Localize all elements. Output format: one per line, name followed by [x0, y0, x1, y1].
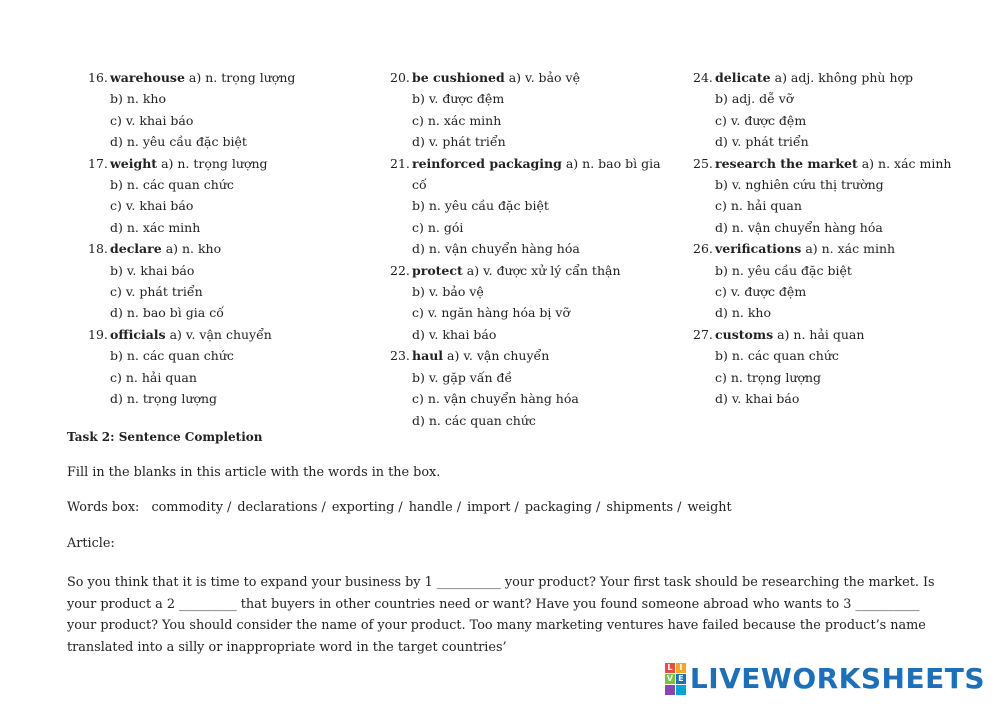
logo-tile: I [676, 663, 686, 673]
question-stem [715, 238, 983, 259]
answer-option[interactable]: c) v. khai báo [110, 112, 194, 128]
question-stem [412, 260, 670, 281]
question-column-3 [693, 67, 983, 410]
word-box-item: exporting / [331, 500, 403, 515]
question-number: 27. [693, 326, 713, 342]
answer-option[interactable]: a) v. được xử lý cẩn thận [466, 262, 621, 278]
question-number: 24. [693, 70, 713, 85]
question-keyword: research the market [715, 155, 858, 171]
answer-option[interactable]: b) adj. dễ vỡ [715, 91, 794, 107]
answer-option[interactable]: d) n. vận chuyển hàng hóa [715, 219, 883, 235]
answer-option[interactable]: d) n. bao bì gia cố [110, 305, 224, 321]
words-box-label: Words box: [67, 500, 140, 515]
answer-option[interactable]: a) adj. không phù hợp [774, 70, 914, 85]
question-keyword: be cushioned [412, 70, 505, 85]
answer-option[interactable]: c) v. được đệm [715, 284, 807, 300]
word-box-item: import / [467, 500, 519, 515]
question-number: 18. [88, 241, 108, 257]
question-item [88, 324, 368, 345]
question-keyword: haul [412, 348, 444, 364]
answer-option[interactable]: a) v. vận chuyển [169, 326, 272, 342]
question-stem [110, 153, 368, 174]
word-box-item: packaging / [524, 500, 601, 515]
answer-option[interactable]: a) n. xác minh [861, 155, 952, 171]
question-item [390, 153, 670, 196]
question-number: 25. [693, 155, 713, 171]
words-box [67, 500, 947, 515]
answer-option[interactable]: b) n. các quan chức [110, 348, 234, 364]
question-number: 16. [88, 70, 108, 85]
liveworksheets-logo[interactable] [665, 662, 985, 695]
answer-option[interactable]: b) v. được đệm [412, 91, 505, 107]
answer-option[interactable]: a) n. bao bì gia cố [412, 155, 661, 193]
answer-option[interactable]: c) v. phát triển [110, 284, 203, 300]
question-stem [715, 324, 983, 345]
words-list [151, 500, 737, 515]
question-keyword: warehouse [110, 70, 185, 85]
answer-option[interactable]: c) n. hải quan [715, 198, 802, 214]
task2-instruction: Fill in the blanks in this article with the words in the box. [67, 465, 441, 480]
logo-tile: L [665, 663, 675, 673]
logo-tile: E [676, 674, 686, 684]
question-item [390, 67, 670, 88]
question-stem [110, 67, 368, 88]
question-number: 21. [390, 155, 410, 171]
logo-tile: V [666, 673, 673, 683]
answer-option[interactable]: c) v. khai báo [110, 198, 194, 214]
question-item [88, 238, 368, 259]
question-item [88, 153, 368, 174]
question-keyword: verifications [715, 241, 802, 257]
liveworksheets-logo-icon [665, 663, 686, 695]
answer-option[interactable]: d) v. phát triển [715, 134, 809, 150]
question-column-1 [88, 67, 368, 410]
question-number: 19. [88, 326, 108, 342]
logo-tile [676, 685, 686, 695]
answer-option[interactable]: c) n. gói [412, 219, 464, 235]
question-item [693, 67, 983, 88]
question-keyword: protect [412, 262, 463, 278]
logo-tile [665, 685, 675, 695]
answer-option[interactable]: a) v. vận chuyển [447, 348, 550, 364]
question-number: 26. [693, 241, 713, 257]
answer-option[interactable]: a) v. bảo vệ [508, 70, 580, 85]
question-column-2 [390, 67, 670, 431]
article-text: So you think that it is time to expand your business by 1 __________ your product? Your first task should be researching the market. Is your product a 2 _________ that buyers in other countries need or want? Have you found someone abroad who wants to 3 __________ your product? You should consider the name of your product. Too many marketing ventures have failed because the product’s name translated into a silly or inappropriate word in the target countries’ [67, 575, 935, 655]
question-item [390, 345, 670, 366]
liveworksheets-logo-text: LIVEWORKSHEETS [689, 662, 985, 695]
answer-option[interactable]: c) n. vận chuyển hàng hóa [412, 391, 579, 407]
answer-option[interactable]: b) n. yêu cầu đặc biệt [715, 262, 852, 278]
answer-option[interactable]: a) n. xác minh [805, 241, 896, 257]
question-keyword: weight [110, 155, 158, 171]
answer-option[interactable]: d) n. kho [715, 305, 771, 321]
answer-option[interactable]: b) n. các quan chức [110, 177, 234, 193]
answer-option[interactable]: c) n. trọng lượng [715, 369, 822, 385]
question-stem [715, 153, 983, 174]
answer-option[interactable]: b) v. bảo vệ [412, 284, 484, 300]
question-number: 22. [390, 262, 410, 278]
question-item [693, 324, 983, 345]
question-keyword: reinforced packaging [412, 155, 562, 171]
answer-option[interactable]: b) n. các quan chức [715, 348, 839, 364]
question-item [693, 238, 983, 259]
answer-option[interactable]: b) v. khai báo [110, 262, 195, 278]
answer-option[interactable]: a) n. kho [165, 241, 222, 257]
question-keyword: officials [110, 326, 166, 342]
question-item [693, 153, 983, 174]
question-stem [715, 67, 983, 88]
answer-option[interactable]: d) v. khai báo [412, 326, 497, 342]
question-stem [412, 153, 670, 196]
word-box-item: shipments / [606, 500, 682, 515]
word-box-item: handle / [408, 500, 462, 515]
question-keyword: customs [715, 326, 774, 342]
answer-option[interactable]: b) v. gặp vấn đề [412, 369, 513, 385]
answer-option[interactable]: a) n. trọng lượng [161, 155, 268, 171]
answer-option[interactable]: d) n. xác minh [110, 219, 201, 235]
question-keyword: delicate [715, 70, 771, 85]
answer-option[interactable]: d) v. phát triển [412, 134, 506, 150]
answer-option[interactable]: b) v. nghiên cứu thị trường [715, 177, 884, 193]
question-number: 17. [88, 155, 108, 171]
question-number: 20. [390, 70, 410, 85]
question-item [390, 260, 670, 281]
answer-option[interactable]: d) n. vận chuyển hàng hóa [412, 241, 580, 257]
answer-option[interactable]: a) n. trọng lượng [188, 70, 296, 85]
question-keyword: declare [110, 241, 162, 257]
word-box-item: commodity / [151, 500, 232, 515]
question-stem [110, 238, 368, 259]
question-number: 23. [390, 348, 410, 364]
answer-option[interactable]: d) n. các quan chức [412, 412, 536, 428]
question-stem [110, 324, 368, 345]
question-stem [412, 345, 670, 366]
answer-option[interactable]: c) v. ngăn hàng hóa bị vỡ [412, 305, 570, 321]
answer-option[interactable]: b) n. kho [110, 91, 166, 107]
answer-option[interactable]: c) n. xác minh [412, 112, 502, 128]
answer-option[interactable]: b) n. yêu cầu đặc biệt [412, 198, 549, 214]
question-item [88, 67, 368, 88]
answer-option[interactable]: d) v. khai báo [715, 391, 800, 407]
task2-title: Task 2: Sentence Completion [67, 430, 263, 444]
answer-option[interactable]: c) v. được đệm [715, 112, 807, 128]
answer-option[interactable]: a) n. hải quan [777, 326, 865, 342]
article-label: Article: [67, 536, 115, 551]
word-box-item: declarations / [237, 500, 326, 515]
answer-option[interactable]: d) n. trọng lượng [110, 391, 218, 407]
word-box-item: weight [687, 500, 732, 515]
answer-option[interactable]: c) n. hải quan [110, 369, 197, 385]
question-stem [412, 67, 670, 88]
answer-option[interactable]: d) n. yêu cầu đặc biệt [110, 134, 247, 150]
